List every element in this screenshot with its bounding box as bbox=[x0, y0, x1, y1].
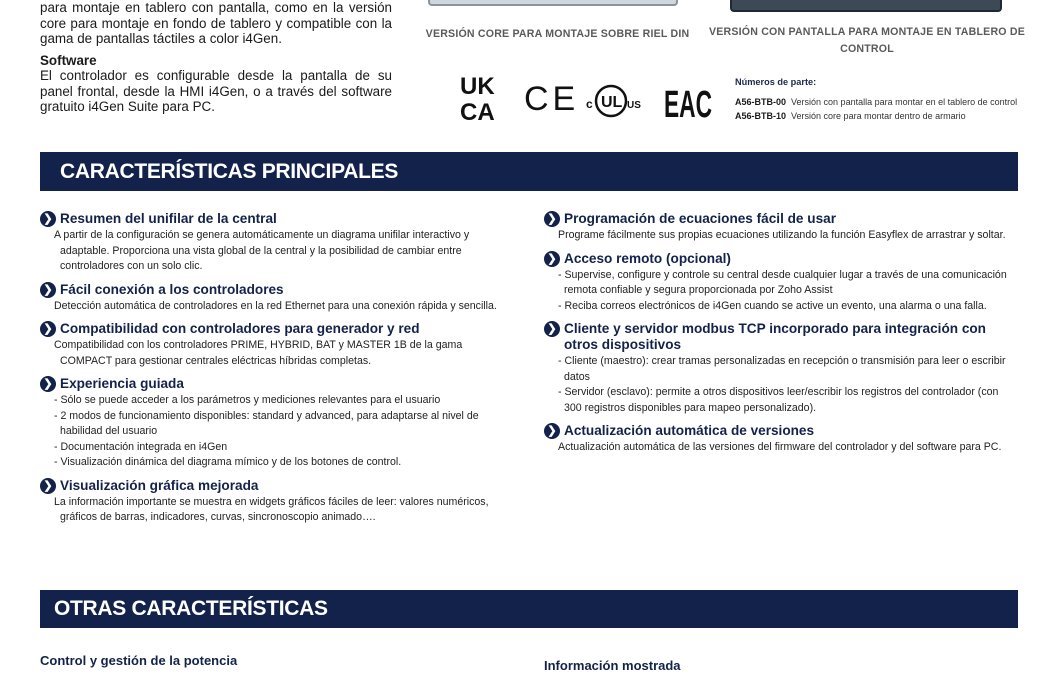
software-paragraph: El controlador es configurable desde la pantalla de su panel frontal, desde la HMI i4Gen, o a través del software gratuito i4Gen Suite para PC. bbox=[40, 68, 392, 114]
feature-title: Cliente y servidor modbus TCP incorporado para integración con otros dispositivos bbox=[564, 321, 986, 352]
part-numbers bbox=[735, 77, 1025, 126]
features-left-column bbox=[40, 211, 510, 533]
feature-text: Detección automática de controladores en la red Ethernet para una conexión rápida y sencilla. bbox=[54, 299, 497, 312]
chevron-right-icon: ❯ bbox=[544, 251, 560, 267]
feature-text: - Documentación integrada en i4Gen bbox=[54, 440, 228, 453]
svg-text:c: c bbox=[586, 97, 593, 111]
part-code: A56-BTB-10 bbox=[735, 111, 787, 121]
part-numbers-title: Números de parte: bbox=[735, 77, 817, 87]
cul-us-mark-icon bbox=[586, 86, 641, 116]
chevron-right-icon: ❯ bbox=[40, 376, 56, 392]
chevron-right-icon: ❯ bbox=[40, 478, 56, 494]
feature-title: Actualización automática de versiones bbox=[564, 423, 815, 438]
feature-item bbox=[40, 321, 510, 369]
svg-text:US: US bbox=[627, 100, 641, 111]
feature-item bbox=[544, 423, 1018, 456]
feature-item bbox=[544, 211, 1018, 244]
din-rail-product-image bbox=[428, 0, 678, 6]
svg-text:CA: CA bbox=[460, 99, 495, 126]
software-title: Software bbox=[40, 52, 97, 68]
feature-title: Visualización gráfica mejorada bbox=[60, 477, 259, 493]
feature-title: Acceso remoto (opcional) bbox=[564, 250, 731, 266]
part-description: Versión core para montar dentro de armario bbox=[791, 111, 966, 121]
part-number-row bbox=[735, 97, 1025, 109]
feature-title: Resumen del unifilar de la central bbox=[60, 211, 277, 226]
ukca-mark-icon bbox=[460, 73, 495, 126]
svg-text:EAC: EAC bbox=[664, 84, 712, 126]
svg-text:UK: UK bbox=[460, 73, 495, 100]
features-right-column bbox=[544, 211, 1018, 463]
feature-item bbox=[544, 251, 1018, 315]
ce-mark-icon bbox=[524, 80, 579, 118]
panel-mount-caption: VERSIÓN CON PANTALLA PARA MONTAJE EN TABLERO DE CONTROL bbox=[708, 26, 1026, 55]
chevron-right-icon: ❯ bbox=[544, 423, 560, 439]
feature-text: - Visualización dinámica del diagrama mímico y de los botones de control. bbox=[54, 456, 402, 468]
feature-text: - 2 modos de funcionamiento disponibles: standard y advanced, para adaptarse al nivel de habilidad del usuario bbox=[54, 409, 479, 437]
intro-paragraph: para montaje en tablero con pantalla, como en la versión core para montaje en fondo de tablero y compatible con la gama de pantallas táctiles a color i4Gen. bbox=[40, 0, 392, 46]
feature-item bbox=[40, 376, 510, 471]
part-description: Versión con pantalla para montar en el tablero de control bbox=[791, 96, 1018, 107]
feature-item bbox=[40, 478, 510, 526]
intro-section bbox=[40, 0, 392, 115]
displayed-info-subtitle: Información mostrada bbox=[544, 658, 681, 673]
eac-mark-icon bbox=[664, 84, 712, 126]
feature-title: Experiencia guiada bbox=[60, 376, 184, 391]
main-features-banner: CARACTERÍSTICAS PRINCIPALES bbox=[40, 152, 1018, 191]
feature-item bbox=[544, 321, 1018, 416]
feature-text: - Reciba correos electrónicos de i4Gen cuando se active un evento, una alarma o una falla. bbox=[558, 299, 987, 312]
chevron-right-icon: ❯ bbox=[40, 321, 56, 337]
feature-title: Compatibilidad con controladores para generador y red bbox=[60, 321, 420, 336]
chevron-right-icon: ❯ bbox=[544, 211, 560, 227]
chevron-right-icon: ❯ bbox=[544, 321, 560, 337]
part-number-row bbox=[735, 111, 1025, 123]
feature-text: - Cliente (maestro): crear tramas personalizadas en recepción o transmisión para leer o escribir datos bbox=[558, 355, 1006, 383]
panel-mount-product-image bbox=[730, 0, 1002, 12]
feature-text: - Supervise, configure y controle su central desde cualquier lugar a través de una comunicación remota confiable y segura proporcionada por Zoho Assist bbox=[558, 268, 1007, 296]
din-rail-caption: VERSIÓN CORE PARA MONTAJE SOBRE RIEL DIN bbox=[425, 28, 690, 40]
feature-text: La información importante se muestra en widgets gráficos fáciles de leer: valores numéricos, gráficos de barras, indicadores, curvas, sincronoscopio animado…. bbox=[54, 495, 489, 523]
feature-text: - Servidor (esclavo): permite a otros dispositivos leer/escribir los registros del controlador (con 300 registros disponibles para mapeo personalizado). bbox=[558, 386, 999, 414]
feature-item bbox=[40, 282, 510, 315]
feature-item bbox=[40, 211, 510, 275]
feature-text: - Sólo se puede acceder a los parámetros y mediciones relevantes para el usuario bbox=[54, 394, 441, 406]
part-code: A56-BTB-00 bbox=[735, 96, 787, 107]
chevron-right-icon: ❯ bbox=[40, 211, 56, 227]
svg-text:CE: CE bbox=[524, 80, 580, 118]
feature-title: Programación de ecuaciones fácil de usar bbox=[564, 211, 836, 226]
other-features-banner: OTRAS CARACTERÍSTICAS bbox=[40, 590, 1018, 628]
feature-text: A partir de la configuración se genera automáticamente un diagrama unifilar interactivo y adaptable. Proporciona una vista global de la central y la posibilidad de cambiar entre controladores con un solo clic. bbox=[54, 229, 470, 272]
power-control-subtitle: Control y gestión de la potencia bbox=[40, 653, 238, 668]
chevron-right-icon: ❯ bbox=[40, 282, 56, 298]
certification-marks bbox=[458, 72, 718, 124]
feature-text: Actualización automática de las versiones del firmware del controlador y del software para PC. bbox=[558, 441, 1002, 453]
feature-text: Compatibilidad con los controladores PRIME, HYBRID, BAT y MASTER 1B de la gama COMPACT para gestionar centrales eléctricas híbridas completas. bbox=[54, 339, 463, 367]
svg-text:UL: UL bbox=[601, 94, 623, 111]
feature-text: Programe fácilmente sus propias ecuaciones utilizando la función Easyflex de arrastrar y soltar. bbox=[558, 229, 1006, 241]
feature-title: Fácil conexión a los controladores bbox=[60, 281, 284, 297]
